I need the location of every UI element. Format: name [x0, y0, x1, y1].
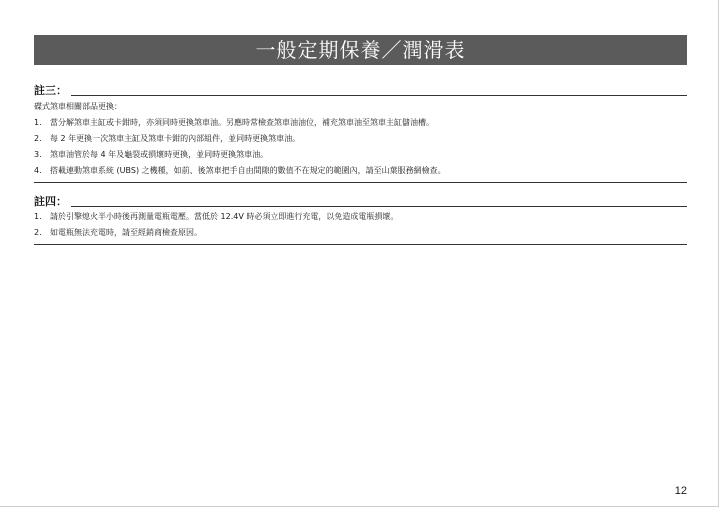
list-item [34, 147, 687, 163]
list-item-number: 4. [34, 166, 42, 175]
list-item-text: 搭載連動煞車系統 (UBS) 之機種，如前、後煞車把手自由間隙的數值不在規定的範圍內，請至山葉服務網檢查。 [50, 166, 446, 175]
note-3-section [34, 82, 687, 183]
note-4-bottom-rule [34, 244, 687, 245]
note-4-heading-rule [71, 206, 687, 207]
note-4-heading [34, 193, 687, 208]
page-title: 一般定期保養／潤滑表 [255, 38, 466, 62]
list-item-text: 如電瓶無法充電時，請至經銷商檢查原因。 [50, 228, 202, 237]
list-item-number: 2. [34, 228, 42, 237]
list-item [34, 209, 687, 225]
list-item-text: 當分解煞車主缸或卡鉗時，亦須同時更換煞車油。另應時常檢查煞車油油位，補充煞車油至煞車主缸儲油槽。 [50, 118, 434, 127]
list-item-number: 3. [34, 150, 42, 159]
title-bar [34, 35, 687, 65]
note-3-heading-rule [71, 95, 687, 96]
list-item-number: 1. [34, 212, 42, 221]
list-item [34, 163, 687, 179]
list-item [34, 115, 687, 131]
list-item-text: 煞車油管於每 4 年及龜裂或損壞時更換，並同時更換煞車油。 [50, 150, 269, 159]
list-item-text: 每 2 年更換一次煞車主缸及煞車卡鉗的內部組件，並同時更換煞車油。 [50, 134, 301, 143]
list-item-text: 請於引擎熄火半小時後再測量電瓶電壓。當低於 12.4V 時必須立即進行充電，以免造成電瓶損壞。 [50, 212, 399, 221]
list-item-number: 2. [34, 134, 42, 143]
note-3-intro: 碟式煞車相關部品更換： [34, 102, 122, 111]
list-item-number: 1. [34, 118, 42, 127]
note-3-label: 註三： [34, 84, 67, 97]
note-4-section [34, 193, 687, 245]
list-item [34, 131, 687, 147]
page-number: 12 [674, 485, 687, 497]
note-4-label: 註四： [34, 195, 67, 208]
list-item [34, 225, 687, 241]
note-3-bottom-rule [34, 182, 687, 183]
note-3-list [34, 115, 687, 179]
note-4-list [34, 209, 687, 241]
note-3-heading [34, 82, 687, 97]
